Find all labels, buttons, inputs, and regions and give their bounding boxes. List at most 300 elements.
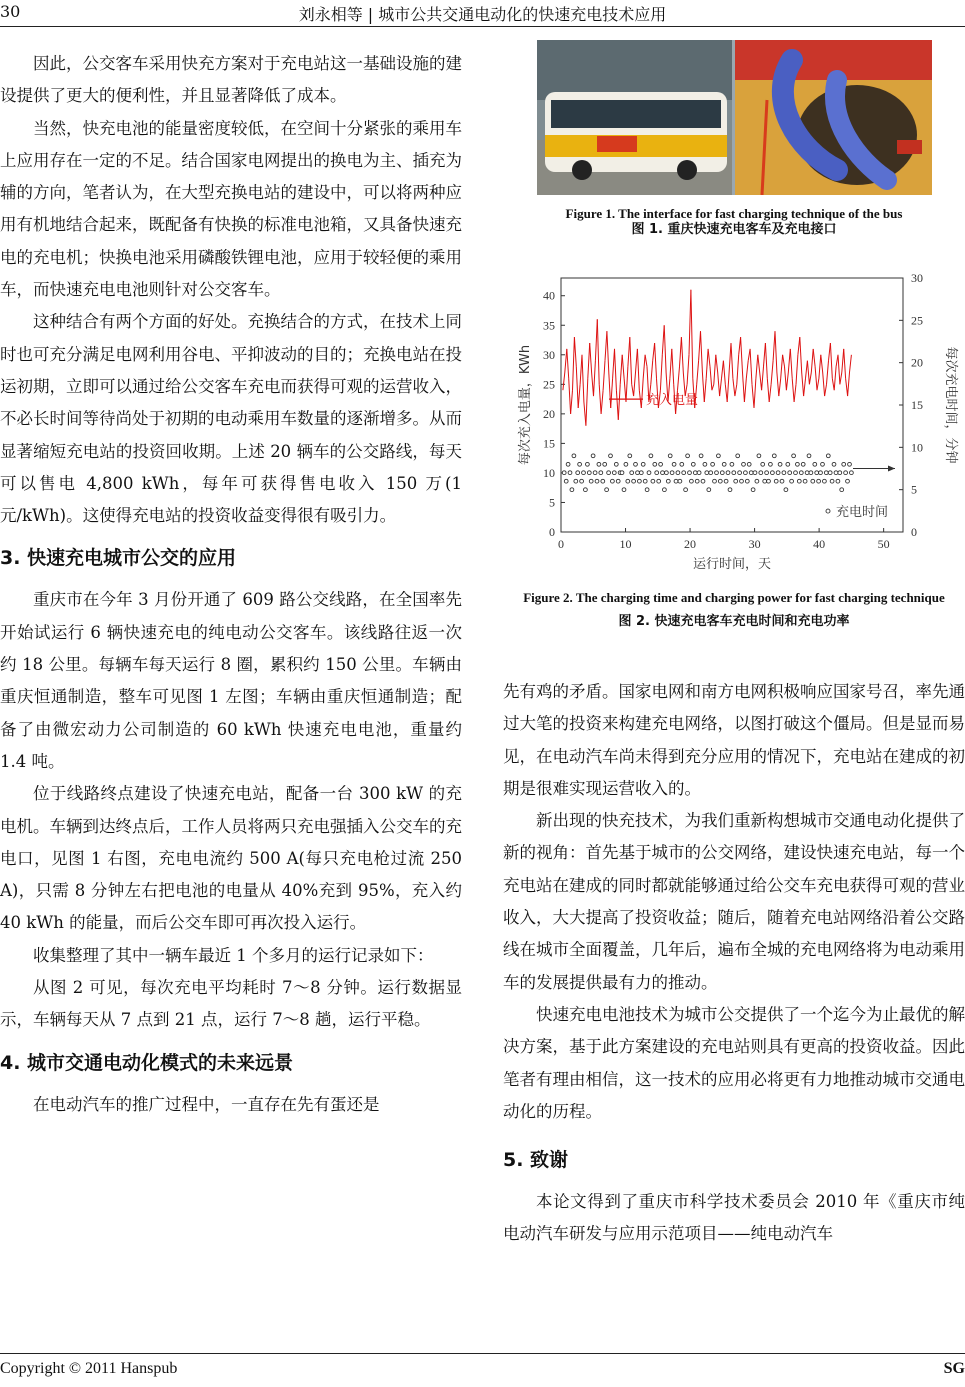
line-segment-charge-energy — [586, 378, 588, 425]
page-footer — [0, 1353, 965, 1387]
y-left-tick-label: 10 — [543, 465, 555, 480]
line-segment-charge-energy — [576, 367, 578, 408]
line-segment-charge-energy — [678, 367, 680, 391]
line-segment-charge-energy — [756, 355, 758, 379]
scatter-point-charge-time — [803, 479, 807, 483]
line-segment-charge-energy — [796, 355, 798, 385]
scatter-point-charge-time — [780, 479, 784, 483]
y-right-tick-label: 20 — [911, 355, 923, 370]
scatter-point-charge-time — [601, 479, 605, 483]
line-segment-charge-energy — [701, 331, 703, 372]
scatter-point-charge-time — [705, 471, 709, 475]
scatter-point-charge-time — [813, 462, 817, 466]
line-segment-charge-energy — [746, 361, 748, 379]
line-segment-charge-energy — [616, 390, 618, 420]
scatter-point-charge-time — [666, 479, 670, 483]
scatter-point-charge-time — [848, 462, 852, 466]
line-segment-charge-energy — [842, 349, 844, 373]
page-number: 30 — [0, 2, 21, 21]
line-segment-charge-energy — [819, 355, 821, 379]
scatter-point-charge-time — [738, 471, 742, 475]
paragraph: 重庆市在今年 3 月份开通了 609 路公交线路，在全国率先开始试运行 6 辆快速充电的纯电动公交客车。该线路往返一次约 18 公里。每辆车每天运行 8 圈，累积约 150 公里。车辆由重庆恒通制造，整车可见图 1 左图；车辆由重庆恒通制造；配备了由微宏动力公司制造的 60 kWh 快速充电电池，重量约 1.4 吨。 — [0, 590, 462, 771]
y-right-tick-label: 15 — [911, 398, 923, 412]
scatter-point-charge-time — [763, 479, 767, 483]
line-segment-charge-energy — [702, 373, 704, 403]
copyright: Copyright © 2011 Hanspub — [0, 1360, 178, 1377]
line-segment-charge-energy — [626, 367, 628, 402]
scatter-point-charge-time — [801, 462, 805, 466]
scatter-point-charge-time — [765, 471, 769, 475]
line-segment-charge-energy — [767, 378, 769, 402]
line-segment-charge-energy — [706, 349, 708, 379]
paragraph: 位于线路终点建设了快速充电站，配备一台 300 kW 的充电机。车辆到达终点后，工作人员将两只充电强插入公交车的充电口，见图 1 右图，充电电流约 500 A(每只充电枪过流 250 A)，只需 8 分钟左右把电池的电量从 40%充到 95%，充入约 40 kWh 的能量，而后公交车即可再次投入运行。 — [0, 784, 462, 933]
x-tick-label: 50 — [877, 537, 890, 551]
line-segment-charge-energy — [708, 349, 710, 367]
line-segment-charge-energy — [779, 378, 781, 396]
scatter-point-charge-time — [759, 471, 763, 475]
figure1-caption — [503, 206, 965, 238]
scatter-point-charge-time — [622, 488, 626, 492]
scatter-point-charge-time — [828, 471, 832, 475]
scatter-point-charge-time — [774, 479, 778, 483]
section-heading-4: 4. 城市交通电动化模式的未来远景 — [0, 1051, 294, 1074]
scatter-point-charge-time — [747, 462, 751, 466]
line-segment-charge-energy — [567, 349, 569, 379]
line-segment-charge-energy — [827, 361, 829, 385]
x-tick-label: 10 — [619, 537, 632, 551]
scatter-point-charge-time — [605, 488, 609, 492]
scatter-point-charge-time — [693, 471, 697, 475]
line-segment-charge-energy — [630, 337, 632, 384]
line-segment-charge-energy — [573, 337, 575, 390]
scatter-point-charge-time — [691, 462, 695, 466]
line-segment-charge-energy — [838, 355, 840, 385]
scatter-point-charge-time — [568, 471, 572, 475]
scatter-point-charge-time — [670, 471, 674, 475]
figure2-caption — [503, 590, 965, 630]
line-segment-charge-energy — [672, 349, 674, 384]
scatter-point-charge-time — [842, 462, 846, 466]
line-segment-charge-energy — [815, 367, 817, 391]
scatter-point-charge-time — [819, 471, 823, 475]
scatter-point-charge-time — [730, 462, 734, 466]
scatter-point-charge-time — [745, 479, 749, 483]
line-segment-charge-energy — [714, 355, 716, 385]
scatter-point-charge-time — [788, 471, 792, 475]
line-segment-charge-energy — [758, 355, 760, 373]
line-segment-charge-energy — [574, 337, 576, 367]
scatter-point-charge-time — [724, 479, 728, 483]
scatter-point-charge-time — [817, 479, 821, 483]
scatter-point-charge-time — [796, 462, 800, 466]
line-segment-charge-energy — [809, 373, 811, 385]
line-segment-charge-energy — [710, 367, 712, 391]
scatter-point-charge-time — [846, 479, 850, 483]
scatter-point-charge-time — [661, 471, 665, 475]
line-segment-charge-energy — [750, 349, 752, 384]
line-segment-charge-energy — [601, 390, 603, 414]
line-segment-charge-energy — [800, 337, 802, 372]
scatter-point-charge-time — [732, 471, 736, 475]
scatter-point-charge-time — [688, 471, 692, 475]
scatter-point-charge-time — [638, 479, 642, 483]
line-segment-charge-energy — [718, 373, 720, 397]
page-header — [0, 0, 965, 27]
figure1-caption-cn: 图 1. 重庆快速充电客车及充电接口 — [631, 222, 837, 237]
running-title: 刘永相等 | 城市公共交通电动化的快速充电技术应用 — [298, 5, 667, 24]
scatter-point-charge-time — [809, 471, 813, 475]
legend-label-charge-time: 充电时间 — [836, 505, 889, 521]
paragraph: 快速充电电池技术为城市公交提供了一个迄今为止最优的解决方案，基于此方案建设的充电站则具有更高的投资收益。因此笔者有理由相信，这一技术的应用必将更有力地推动城市交通电动化的历程。 — [503, 1004, 965, 1121]
scatter-point-charge-time — [676, 471, 680, 475]
legend-marker-charge-time — [826, 509, 830, 513]
paragraph: 从图 2 可见，每次充电平均耗时 7～8 分钟。运行数据显示，车辆每天从 7 点到 21 点，运行 7～8 趟，运行平稳。 — [0, 978, 462, 1030]
line-segment-charge-energy — [723, 361, 725, 385]
line-segment-charge-energy — [680, 337, 682, 367]
y-left-tick-label: 35 — [543, 318, 555, 333]
scatter-point-charge-time — [753, 471, 757, 475]
scatter-point-charge-time — [589, 479, 593, 483]
left-column — [0, 48, 462, 1121]
line-segment-charge-energy — [781, 355, 783, 379]
line-segment-charge-energy — [775, 331, 777, 372]
line-segment-charge-energy — [790, 349, 792, 379]
scatter-point-charge-time — [744, 471, 748, 475]
scatter-point-charge-time — [674, 479, 678, 483]
scatter-point-charge-time — [614, 462, 618, 466]
scatter-point-charge-time — [620, 471, 624, 475]
y-right-tick-label: 10 — [911, 440, 923, 455]
line-segment-charge-energy — [704, 378, 706, 402]
line-segment-charge-energy — [569, 378, 571, 414]
scatter-point-charge-time — [703, 462, 707, 466]
scatter-point-charge-time — [805, 471, 809, 475]
line-segment-charge-energy — [807, 361, 809, 385]
scatter-point-charge-time — [699, 454, 703, 458]
line-segment-charge-energy — [609, 373, 611, 409]
scatter-point-charge-time — [639, 471, 643, 475]
line-segment-charge-energy — [846, 378, 848, 396]
scatter-point-charge-time — [678, 479, 682, 483]
scatter-point-charge-time — [740, 479, 744, 483]
scatter-point-charge-time — [641, 462, 645, 466]
scatter-point-charge-time — [586, 462, 590, 466]
scatter-point-charge-time — [647, 471, 651, 475]
scatter-point-charge-time — [701, 479, 705, 483]
scatter-point-charge-time — [672, 462, 676, 466]
line-segment-charge-energy — [811, 349, 813, 373]
right-column — [503, 676, 965, 1251]
line-segment-charge-energy — [618, 384, 620, 420]
line-segment-charge-energy — [823, 373, 825, 397]
line-segment-charge-energy — [752, 384, 754, 408]
scatter-point-charge-time — [636, 471, 640, 475]
scatter-point-charge-time — [769, 462, 773, 466]
scatter-point-charge-time — [655, 471, 659, 475]
x-axis-label: 运行时间，天 — [692, 557, 772, 572]
scatter-point-charge-time — [726, 471, 730, 475]
line-segment-charge-energy — [802, 373, 804, 397]
scatter-point-charge-time — [718, 479, 722, 483]
scatter-point-charge-time — [653, 462, 657, 466]
line-segment-charge-energy — [765, 343, 767, 378]
line-segment-charge-energy — [777, 373, 779, 397]
scatter-point-charge-time — [799, 471, 803, 475]
line-segment-charge-energy — [830, 343, 832, 378]
scatter-point-charge-time — [603, 462, 607, 466]
legend-label-charge-energy: 充入电量 — [646, 393, 699, 409]
scatter-point-charge-time — [767, 479, 771, 483]
plot-area-frame — [561, 278, 903, 532]
y-right-tick-label: 0 — [911, 525, 917, 539]
y-right-tick-label: 30 — [911, 271, 923, 285]
line-segment-charge-energy — [848, 373, 850, 397]
line-segment-charge-energy — [720, 378, 722, 396]
line-segment-charge-energy — [716, 355, 718, 373]
line-segment-charge-energy — [594, 361, 596, 396]
line-segment-charge-energy — [737, 355, 739, 385]
scatter-point-charge-time — [682, 471, 686, 475]
y-left-tick-label: 0 — [549, 525, 555, 539]
scatter-point-charge-time — [572, 454, 576, 458]
scatter-point-charge-time — [742, 462, 746, 466]
scatter-point-charge-time — [578, 462, 582, 466]
paragraph: 新出现的快充技术，为我们重新构想城市交通电动化提供了新的视角：首先基于城市的公交网络，建设快速充电站，每一个充电站在建成的同时都就能够通过给公交车充电获得可观的营业收入，大大提高了投资收益；随后，随着充电站网络沿着公交路线在城市全面覆盖，几年后，遍布全城的充电网络将为电动乘用车的发展提供最有力的推动。 — [503, 811, 965, 992]
scatter-point-charge-time — [632, 479, 636, 483]
scatter-point-charge-time — [784, 488, 788, 492]
line-segment-charge-energy — [599, 384, 601, 414]
line-segment-charge-energy — [565, 349, 567, 373]
scatter-point-charge-time — [722, 462, 726, 466]
y-right-tick-label: 5 — [911, 482, 917, 497]
scatter-point-charge-time — [609, 454, 613, 458]
scatter-point-charge-time — [840, 488, 844, 492]
line-segment-charge-energy — [834, 367, 836, 391]
line-segment-charge-energy — [645, 355, 647, 367]
scatter-point-charge-time — [834, 471, 838, 475]
line-segment-charge-energy — [743, 373, 745, 403]
scatter-point-charge-time — [830, 479, 834, 483]
scatter-point-charge-time — [713, 479, 717, 483]
line-segment-charge-energy — [731, 343, 733, 378]
scatter-point-charge-time — [584, 488, 588, 492]
scatter-point-charge-time — [797, 479, 801, 483]
scatter-point-charge-time — [776, 471, 780, 475]
line-segment-charge-energy — [643, 355, 645, 379]
scatter-point-charge-time — [697, 471, 701, 475]
scatter-point-charge-time — [566, 462, 570, 466]
scatter-point-charge-time — [850, 471, 854, 475]
line-segment-charge-energy — [571, 390, 573, 414]
line-segment-charge-energy — [727, 373, 729, 403]
line-segment-charge-energy — [794, 384, 796, 402]
line-segment-charge-energy — [697, 361, 699, 385]
paragraph: 这种结合有两个方面的好处。充换结合的方式，在技术上同时也可充分满足电网利用谷电、平抑波动的目的；充换电站在投运初期，立即可以通过给公交客车充电而获得可观的运营收入，不必长时间等待尚处于初期的电动乘用车数量的逐渐增多。从而显著缩短充电站的投资回收期。上述 20 辆车的公交路线，每天可以售电 4,800 kWh，每年可获得售电收入 150 万(1 元/kWh)。这使得充电站的投资收益变得很有吸引力。 — [0, 312, 462, 526]
line-segment-charge-energy — [712, 384, 714, 390]
line-segment-charge-energy — [615, 349, 617, 390]
line-segment-charge-energy — [792, 378, 794, 402]
paragraph: 先有鸡的矛盾。国家电网和南方电网积极响应国家号召，率先通过大笔的投资来构建充电网络，以图打破这个僵局。但是显而易见，在电动汽车尚未得到充分应用的情况下，充电站在建成的初期是很难实现运营收入的。 — [503, 682, 965, 798]
line-segment-charge-energy — [769, 384, 771, 402]
line-segment-charge-energy — [664, 325, 666, 372]
scatter-point-charge-time — [709, 471, 713, 475]
line-segment-charge-energy — [850, 355, 852, 373]
scatter-point-charge-time — [838, 471, 842, 475]
line-segment-charge-energy — [741, 337, 743, 372]
scatter-point-charge-time — [564, 479, 568, 483]
scatter-point-charge-time — [643, 479, 647, 483]
scatter-point-charge-time — [668, 454, 672, 458]
scatter-point-charge-time — [792, 454, 796, 458]
scatter-point-charge-time — [711, 462, 715, 466]
figure1-caption-en: Figure 1. The interface for fast charging technique of the bus — [565, 206, 903, 221]
figure2-caption-cn: 图 2. 快速充电客车充电时间和充电功率 — [618, 614, 850, 629]
scatter-point-charge-time — [680, 462, 684, 466]
scatter-point-charge-time — [593, 471, 597, 475]
line-segment-charge-energy — [670, 349, 672, 379]
line-segment-charge-energy — [840, 373, 842, 385]
scatter-point-charge-time — [607, 471, 611, 475]
scatter-point-charge-time — [628, 454, 632, 458]
line-segment-charge-energy — [651, 361, 653, 385]
line-segment-charge-energy — [590, 343, 592, 373]
line-segment-charge-energy — [634, 373, 636, 397]
scatter-point-charge-time — [749, 471, 753, 475]
scatter-point-charge-time — [751, 488, 755, 492]
line-segment-charge-energy — [691, 290, 693, 379]
line-segment-charge-energy — [603, 361, 605, 391]
line-segment-charge-energy — [563, 373, 565, 391]
scatter-point-charge-time — [645, 488, 649, 492]
scatter-point-charge-time — [649, 454, 653, 458]
scatter-point-charge-time — [811, 479, 815, 483]
line-segment-charge-energy — [620, 355, 622, 385]
y-left-tick-label: 5 — [549, 495, 555, 510]
scatter-point-charge-time — [782, 471, 786, 475]
line-segment-charge-energy — [785, 367, 787, 391]
line-segment-charge-energy — [597, 319, 599, 384]
y-left-tick-label: 15 — [543, 436, 555, 451]
scatter-point-charge-time — [651, 479, 655, 483]
line-segment-charge-energy — [733, 378, 735, 396]
line-segment-charge-energy — [622, 355, 624, 379]
scatter-point-charge-time — [595, 479, 599, 483]
annotation-arrow-head — [888, 466, 895, 472]
scatter-point-charge-time — [695, 479, 699, 483]
line-segment-charge-energy — [844, 349, 846, 379]
scatter-point-charge-time — [821, 462, 825, 466]
scatter-point-charge-time — [807, 454, 811, 458]
scatter-point-charge-time — [734, 479, 738, 483]
scatter-point-charge-time — [790, 479, 794, 483]
scatter-point-charge-time — [576, 471, 580, 475]
figure2-caption-en: Figure 2. The charging time and charging power for fast charging technique — [523, 590, 945, 605]
section-heading-5: 5. 致谢 — [503, 1149, 569, 1172]
y-right-tick-label: 25 — [911, 313, 923, 328]
scatter-point-charge-time — [624, 462, 628, 466]
scatter-point-charge-time — [757, 454, 761, 458]
line-segment-charge-energy — [788, 349, 790, 373]
y-left-tick-label: 40 — [543, 288, 555, 303]
y-axis-label-right: 每次充电时间，分钟 — [943, 346, 958, 464]
scatter-point-charge-time — [815, 471, 819, 475]
scatter-point-charge-time — [715, 471, 719, 475]
line-segment-charge-energy — [754, 378, 756, 408]
y-axis-label-left: 每次充入电量，KWh — [518, 344, 533, 466]
scatter-point-charge-time — [832, 462, 836, 466]
scatter-point-charge-time — [836, 479, 840, 483]
x-tick-label: 20 — [684, 537, 697, 551]
scatter-point-charge-time — [616, 479, 620, 483]
scatter-point-charge-time — [755, 479, 759, 483]
scatter-point-charge-time — [574, 479, 578, 483]
figure1-photo — [537, 40, 932, 195]
scatter-point-charge-time — [778, 462, 782, 466]
y-left-tick-label: 30 — [543, 347, 555, 362]
line-segment-charge-energy — [825, 384, 827, 396]
y-left-tick-label: 25 — [543, 377, 555, 392]
scatter-point-charge-time — [824, 471, 828, 475]
scatter-point-charge-time — [611, 479, 615, 483]
line-segment-charge-energy — [681, 337, 683, 372]
scatter-point-charge-time — [844, 471, 848, 475]
x-tick-label: 0 — [558, 537, 564, 551]
scatter-point-charge-time — [570, 488, 574, 492]
line-segment-charge-energy — [582, 355, 584, 402]
scatter-point-charge-time — [597, 462, 601, 466]
line-segment-charge-energy — [578, 384, 580, 408]
line-segment-charge-energy — [771, 361, 773, 385]
scatter-point-charge-time — [582, 471, 586, 475]
scatter-point-charge-time — [665, 471, 669, 475]
line-segment-charge-energy — [821, 355, 823, 373]
scatter-point-charge-time — [690, 479, 694, 483]
scatter-point-charge-time — [630, 471, 634, 475]
scatter-point-charge-time — [626, 479, 630, 483]
section-heading-3: 3. 快速充电城市公交的应用 — [0, 547, 237, 570]
x-tick-label: 40 — [813, 537, 826, 551]
paragraph: 收集整理了其中一辆车最近 1 个多月的运行记录如下： — [33, 945, 434, 965]
line-segment-charge-energy — [588, 343, 590, 378]
scatter-point-charge-time — [599, 471, 603, 475]
scatter-point-charge-time — [771, 471, 775, 475]
scatter-point-charge-time — [663, 488, 667, 492]
scatter-point-charge-time — [786, 462, 790, 466]
scatter-point-charge-time — [720, 471, 724, 475]
bus-and-charger-photo — [537, 40, 932, 195]
paragraph: 当然，快充电池的能量密度较低，在空间十分紧张的乘用车上应用存在一定的不足。结合国家电网提出的换电为主、插充为辅的方向，笔者认为，在大型充换电站的建设中，可以将两种应用有机地结合起来，既配备有快换的标准电池箱，又具备快速充电的充电机；快换电池采用磷酸铁锂电池，应用于较轻便的乘用车，而快速充电电池则针对公交客车。 — [0, 118, 462, 300]
scatter-point-charge-time — [761, 462, 765, 466]
y-left-tick-label: 20 — [543, 406, 555, 421]
scatter-point-charge-time — [587, 471, 591, 475]
x-tick-label: 30 — [748, 537, 761, 551]
line-segment-charge-energy — [655, 343, 657, 378]
scatter-point-charge-time — [612, 471, 616, 475]
line-segment-charge-energy — [687, 355, 689, 385]
line-segment-charge-energy — [637, 349, 639, 390]
scatter-point-charge-time — [772, 454, 776, 458]
paragraph: 本论文得到了重庆市科学技术委员会 2010 年《重庆市纯电动汽车研发与应用示范项目——纯电动汽车 — [503, 1192, 965, 1244]
line-segment-charge-energy — [804, 378, 806, 396]
scatter-point-charge-time — [794, 471, 798, 475]
scatter-point-charge-time — [826, 454, 830, 458]
paragraph: 在电动汽车的推广过程中，一直存在先有蛋还是 — [33, 1094, 380, 1114]
scatter-point-charge-time — [580, 479, 584, 483]
line-segment-charge-energy — [735, 384, 737, 396]
line-segment-charge-energy — [813, 349, 815, 367]
line-segment-charge-energy — [744, 378, 746, 402]
scatter-point-charge-time — [659, 462, 663, 466]
